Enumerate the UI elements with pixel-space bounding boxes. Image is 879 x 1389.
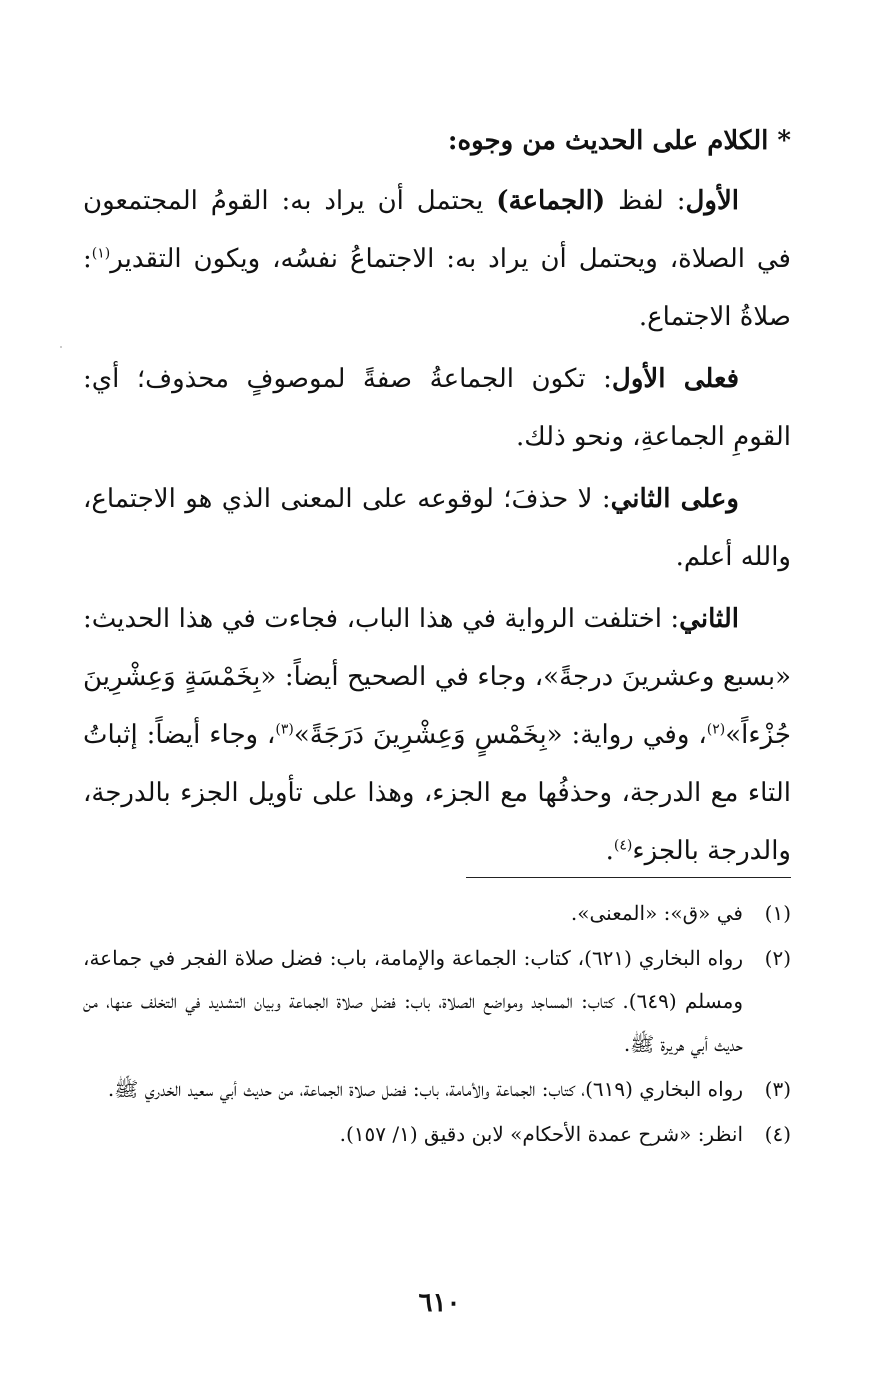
paragraph-text: : صلاةُ الاجتماع. bbox=[83, 244, 791, 332]
paragraph-text: : لا حذفَ؛ لوقوعه على المعنى الذي هو الاجتماع، والله أعلم. bbox=[83, 484, 791, 572]
footnote-text: رواه البخاري (٦١٩)، كتاب: الجماعة والأمامة، باب: فضل صلاة الجماعة، من حديث أبي سعيد الخدري ﷺ. bbox=[107, 1077, 743, 1101]
paragraph-on-second bbox=[83, 470, 791, 586]
footnote-text: انظر: «شرح عمدة الأحكام» لابن دقيق (١/ ١٥٧). bbox=[339, 1122, 743, 1146]
footnote-text: رواه البخاري (٦٢١)، كتاب: الجماعة والإمامة، باب: فضل صلاة الفجر في جماعة، ومسلم (٦٤٩). كتاب: المساجد ومواضع الصلاة، باب: فضل صلاة الجماعة وبيان التشديد في التخلف عنها، من حديث أبي هريرة ﷺ. bbox=[83, 946, 743, 1056]
footnote-item bbox=[83, 937, 791, 1066]
paragraph-on-first bbox=[83, 350, 791, 466]
paragraph-text: ، وفي رواية: «بِخَمْسٍ وَعِشْرِينَ دَرَجَةً» bbox=[293, 720, 707, 750]
footnote-ref[interactable]: (٤) bbox=[613, 837, 633, 854]
footnote-number: (٤) bbox=[764, 1122, 791, 1146]
footnote-item bbox=[83, 1068, 791, 1111]
footnote-ref[interactable]: (٢) bbox=[706, 721, 726, 738]
footnotes-section bbox=[83, 892, 791, 1158]
margin-mark bbox=[60, 346, 62, 348]
footnote-item bbox=[83, 892, 791, 935]
paragraph-second-aspect bbox=[83, 590, 791, 880]
paragraph-text: : لفظ bbox=[605, 186, 686, 216]
footnote-ref[interactable]: (١) bbox=[91, 245, 111, 262]
paragraph-lead: وعلى الثاني bbox=[610, 484, 739, 514]
paragraph-text: ، وجاء أيضاً: إثباتُ التاء مع الدرجة، وحذفُها مع الجزء، وهذا على تأويل الجزء بالدرجة، والدرجة بالجزء bbox=[83, 720, 791, 866]
paragraph-lead: الأول bbox=[685, 186, 739, 216]
main-text bbox=[83, 112, 791, 884]
footnote-number: (١) bbox=[764, 901, 791, 925]
page-number: ٦١٠ bbox=[418, 1288, 461, 1318]
paragraph-text: : تكون الجماعةُ صفةً لموصوفٍ محذوف؛ أي: القومِ الجماعةِ، ونحو ذلك. bbox=[83, 364, 791, 452]
footnote-number: (٣) bbox=[764, 1077, 791, 1101]
paragraph-text: . bbox=[605, 836, 614, 866]
paragraph-lead: الثاني bbox=[679, 604, 739, 634]
paragraph-lead: فعلى الأول bbox=[611, 364, 739, 394]
paragraph-text: يحتمل أن يراد به: القومُ المجتمعون في الصلاة، ويحتمل أن يراد به: الاجتماعُ نفسُه، ويكون التقدير bbox=[83, 186, 791, 274]
section-heading: * الكلام على الحديث من وجوه: bbox=[447, 126, 791, 156]
footnote-item bbox=[83, 1113, 791, 1156]
footnote-ref[interactable]: (٣) bbox=[275, 721, 294, 738]
footnote-divider bbox=[466, 877, 791, 878]
footnote-text: في «ق»: «المعنى». bbox=[570, 901, 743, 925]
paragraph-first-aspect bbox=[83, 172, 791, 346]
footnote-number: (٢) bbox=[764, 946, 791, 970]
term-jamaah: (الجماعة) bbox=[496, 186, 606, 216]
paragraph-text: : اختلفت الرواية في هذا الباب، فجاءت في هذا الحديث: «بسبع وعشرينَ درجةً»، وجاء في الصحيح أيضاً: «بِخَمْسَةٍ وَعِشْرِينَ جُزْءاً» bbox=[83, 604, 792, 750]
